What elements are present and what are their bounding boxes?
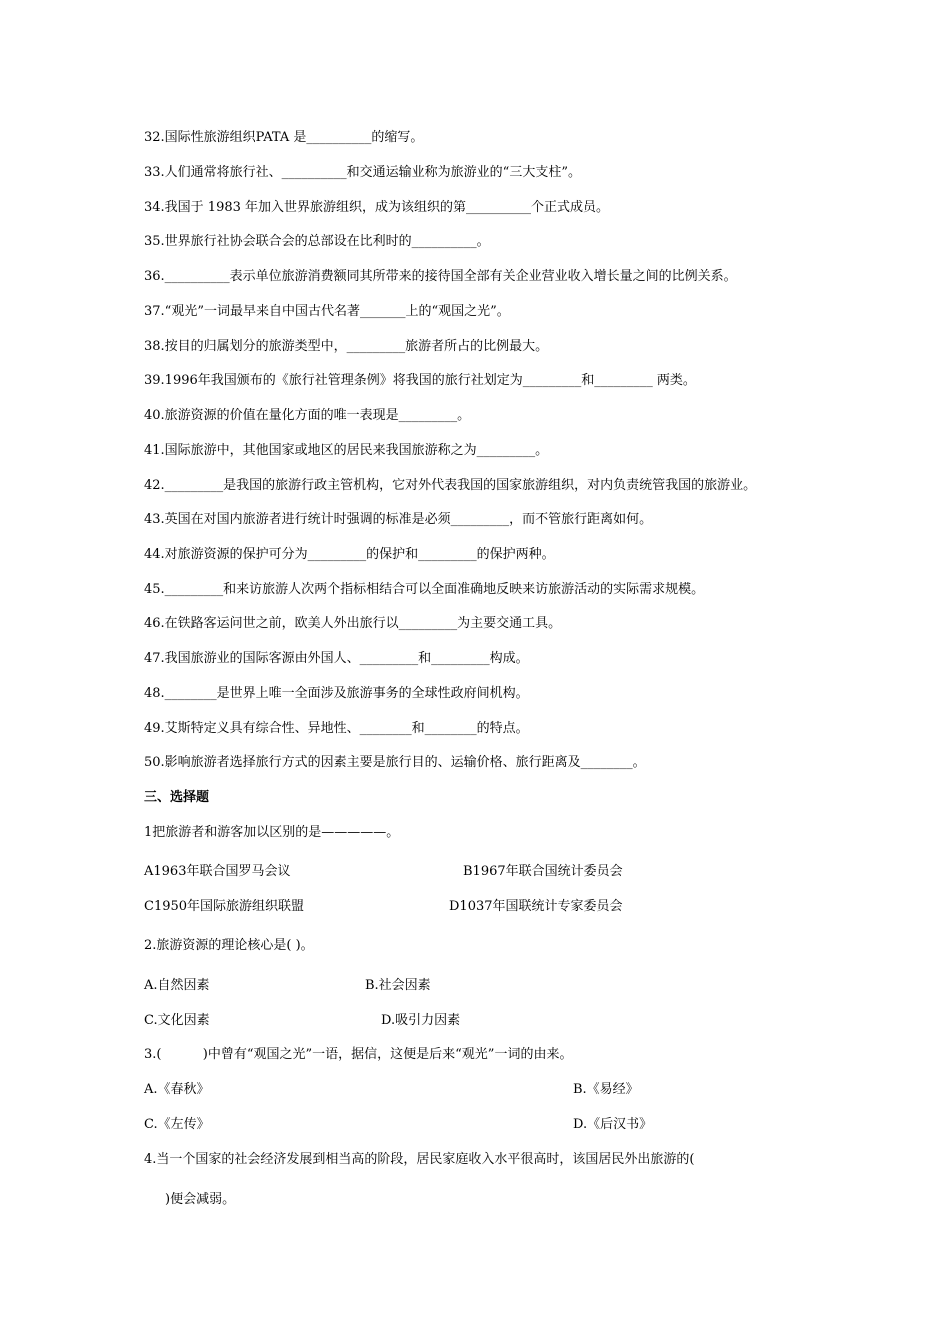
choice-question-2-option-c: C.文化因素 [144, 1013, 210, 1028]
choice-question-4-stem: 4.当一个国家的社会经济发展到相当高的阶段，居民家庭收入水平很高时，该国居民外出旅游的( [144, 1152, 695, 1167]
choice-question-3-option-b: B.《易经》 [573, 1082, 639, 1097]
choice-question-3-option-d: D.《后汉书》 [573, 1117, 653, 1132]
question-43: 43.英国在对国内旅游者进行统计时强调的标准是必须_________，而不管旅行距离如何。 [144, 512, 653, 527]
question-40: 40.旅游资源的价值在量化方面的唯一表现是_________。 [144, 408, 471, 423]
section-heading: 三、选择题 [144, 790, 210, 805]
choice-question-1-option-c: C1950年国际旅游组织联盟 [144, 899, 305, 914]
choice-question-3-stem: 3.( )中曾有“观国之光”一语，据信，这便是后来“观光”一词的由来。 [144, 1047, 573, 1062]
question-46: 46.在铁路客运问世之前，欧美人外出旅行以_________为主要交通工具。 [144, 616, 562, 631]
choice-question-3-option-c: C.《左传》 [144, 1117, 210, 1132]
choice-question-2-option-a: A.自然因素 [144, 978, 210, 993]
choice-question-2-stem: 2.旅游资源的理论核心是( )。 [144, 938, 314, 953]
question-35: 35.世界旅行社协会联合会的总部设在比利时的__________。 [144, 234, 490, 249]
question-36: 36.__________表示单位旅游消费额同其所带来的接待国全部有关企业营业收入增长量之间的比例关系。 [144, 269, 737, 284]
question-41: 41.国际旅游中，其他国家或地区的居民来我国旅游称之为_________。 [144, 443, 549, 458]
question-47: 47.我国旅游业的国际客源由外国人、_________和_________构成。 [144, 651, 529, 666]
question-32: 32.国际性旅游组织PATA 是__________的缩写。 [144, 130, 424, 145]
question-42: 42._________是我国的旅游行政主管机构，它对外代表我国的国家旅游组织，对内负责统管我国的旅游业。 [144, 478, 757, 493]
choice-question-1-option-d: D1037年国联统计专家委员会 [449, 899, 623, 914]
choice-question-4-stem-continued: )便会减弱。 [165, 1192, 236, 1207]
question-39: 39.1996年我国颁布的《旅行社管理条例》将我国的旅行社划定为_________和_________ 两类。 [144, 373, 696, 388]
choice-question-1-option-b: B1967年联合国统计委员会 [463, 864, 623, 879]
choice-question-1-stem: 1把旅游者和游客加以区别的是—————。 [144, 825, 400, 840]
question-38: 38.按目的归属划分的旅游类型中，_________旅游者所占的比例最大。 [144, 339, 549, 354]
choice-question-2-option-d: D.吸引力因素 [381, 1013, 461, 1028]
question-45: 45._________和来访旅游人次两个指标相结合可以全面准确地反映来访旅游活动的实际需求规模。 [144, 582, 705, 597]
choice-question-3-option-a: A.《春秋》 [144, 1082, 210, 1097]
choice-question-1-option-a: A1963年联合国罗马会议 [144, 864, 291, 879]
question-34: 34.我国于 1983 年加入世界旅游组织，成为该组织的第__________个正式成员。 [144, 200, 610, 215]
question-44: 44.对旅游资源的保护可分为_________的保护和_________的保护两种。 [144, 547, 555, 562]
question-49: 49.艾斯特定义具有综合性、异地性、________和________的特点。 [144, 721, 529, 736]
question-48: 48.________是世界上唯一全面涉及旅游事务的全球性政府间机构。 [144, 686, 529, 701]
choice-question-2-option-b: B.社会因素 [365, 978, 431, 993]
question-37: 37.“观光”一词最早来自中国古代名著_______上的“观国之光”。 [144, 304, 510, 319]
question-33: 33.人们通常将旅行社、__________和交通运输业称为旅游业的“三大支柱”。 [144, 165, 581, 180]
question-50: 50.影响旅游者选择旅行方式的因素主要是旅行目的、运输价格、旅行距离及________。 [144, 755, 646, 770]
